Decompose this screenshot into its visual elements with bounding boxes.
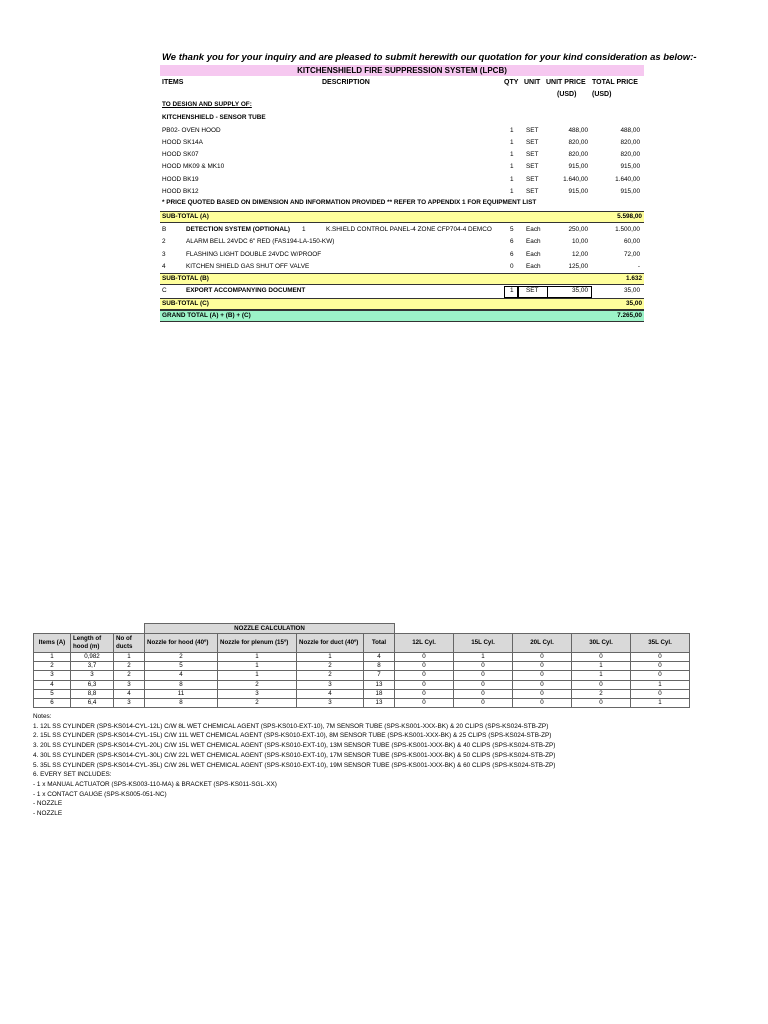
nozzle-cell: 1 <box>572 662 631 671</box>
subtotal-b-row <box>160 273 644 285</box>
nozzle-cell: 1 <box>34 653 71 662</box>
item-a-name: HOOD SK14A <box>162 139 203 146</box>
nozzle-cell: 0 <box>572 680 631 689</box>
note-line: - 1 x CONTACT GAUGE (SPS-KS005-051-NC) <box>33 790 167 798</box>
subtotal-a-row <box>160 211 644 223</box>
nozzle-cell: 1 <box>297 653 364 662</box>
note-line: 1. 12L SS CYLINDER (SPS-KS014-CYL-12L) C/W 8L WET CHEMICAL AGENT (SPS-KS010-EXT-10), 7M SENSOR TUBE (SPS-KS001-XXX-BK) & 20 CLIPS (SPS-KS024-STB-ZP) <box>33 722 549 730</box>
nozzle-header-cell: Nozzle for hood (40º) <box>145 634 218 653</box>
item-a-total: 915,00 <box>620 163 640 170</box>
nozzle-cell: 0 <box>395 698 454 707</box>
item-a-total: 1.640,00 <box>615 176 640 183</box>
item-b-price: 10,00 <box>572 238 588 245</box>
nozzle-cell: 0 <box>513 662 572 671</box>
item-b-desc: K.SHIELD CONTROL PANEL-4 ZONE CFP704-4 DEMCO <box>326 226 492 233</box>
nozzle-cell: 0 <box>395 689 454 698</box>
nozzle-cell: 0,982 <box>71 653 114 662</box>
nozzle-cell: 0 <box>631 671 690 680</box>
item-a-name: HOOD BK12 <box>162 188 199 195</box>
nozzle-cell: 0 <box>513 689 572 698</box>
item-b-price: 125,00 <box>568 263 588 270</box>
note-line: Notes: <box>33 713 52 720</box>
nozzle-cell: 0 <box>513 653 572 662</box>
item-a-name: PB02- OVEN HOOD <box>162 127 221 134</box>
nozzle-cell: 11 <box>145 689 218 698</box>
nozzle-cell: 0 <box>395 680 454 689</box>
nozzle-cell: 3 <box>218 689 297 698</box>
item-a-total: 820,00 <box>620 151 640 158</box>
nozzle-cell: 6,3 <box>71 680 114 689</box>
nozzle-cell: 1 <box>218 653 297 662</box>
item-a-unit: SET <box>526 176 539 183</box>
item-a-price: 1.640,00 <box>563 176 588 183</box>
item-b-total: - <box>637 263 640 270</box>
item-a-qty: 1 <box>510 127 514 134</box>
note-line: 3. 20L SS CYLINDER (SPS-KS014-CYL-20L) C/W 15L WET CHEMICAL AGENT (SPS-KS010-EXT-10), 13M SENSOR TUBE (SPS-KS001-XXX-BK) & 40 CLIPS (SPS-KS024-STB-ZP) <box>33 742 556 750</box>
nozzle-header-cell: Total <box>364 634 395 653</box>
nozzle-cell: 1 <box>631 698 690 707</box>
item-b-price: 12,00 <box>572 251 588 258</box>
item-a-price: 820,00 <box>568 151 588 158</box>
item-a-total: 820,00 <box>620 139 640 146</box>
item-b-unit: Each <box>526 226 541 233</box>
item-a-price: 915,00 <box>568 188 588 195</box>
header-usd-unit: (USD) <box>557 91 577 98</box>
item-b-unit: Each <box>526 263 541 270</box>
nozzle-cell: 0 <box>513 698 572 707</box>
item-a-qty: 1 <box>510 176 514 183</box>
nozzle-cell: 2 <box>297 671 364 680</box>
item-b-name: DETECTION SYSTEM (OPTIONAL) <box>186 226 291 233</box>
nozzle-cell: 2 <box>218 698 297 707</box>
nozzle-cell: 0 <box>395 662 454 671</box>
item-a-unit: SET <box>526 188 539 195</box>
nozzle-cell: 0 <box>631 689 690 698</box>
item-b-qty: 5 <box>510 226 514 233</box>
header-total-price: TOTAL PRICE <box>592 79 638 86</box>
nozzle-cell: 3 <box>297 680 364 689</box>
item-b-no: 3 <box>162 251 166 258</box>
nozzle-cell: 4 <box>34 680 71 689</box>
nozzle-cell: 4 <box>364 653 395 662</box>
nozzle-cell: 6 <box>34 698 71 707</box>
item-a-price: 488,00 <box>568 127 588 134</box>
item-a-price: 820,00 <box>568 139 588 146</box>
nozzle-row <box>34 689 690 698</box>
item-a-qty: 1 <box>510 139 514 146</box>
nozzle-cell: 0 <box>454 680 513 689</box>
grand-total-row <box>160 310 644 322</box>
nozzle-cell: 0 <box>572 698 631 707</box>
nozzle-header-cell: 35L Cyl. <box>631 634 690 653</box>
nozzle-row <box>34 698 690 707</box>
item-c-price: 35,00 <box>572 287 588 294</box>
system-banner: KITCHENSHIELD FIRE SUPPRESSION SYSTEM (LPCB) <box>160 65 644 76</box>
nozzle-cell: 2 <box>145 653 218 662</box>
nozzle-cell: 2 <box>218 680 297 689</box>
nozzle-row <box>34 680 690 689</box>
nozzle-cell: 0 <box>454 689 513 698</box>
header-unit: UNIT <box>524 79 541 86</box>
item-b-qty: 6 <box>510 251 514 258</box>
item-a-name: HOOD BK19 <box>162 176 199 183</box>
nozzle-cell: 4 <box>145 671 218 680</box>
item-a-qty: 1 <box>510 188 514 195</box>
nozzle-cell: 2 <box>114 671 145 680</box>
item-b-qty: 0 <box>510 263 514 270</box>
nozzle-cell: 2 <box>572 689 631 698</box>
grand-total-label: GRAND TOTAL (A) + (B) + (C) <box>162 312 251 319</box>
nozzle-cell: 0 <box>631 662 690 671</box>
item-b-name: FLASHING LIGHT DOUBLE 24VDC W/PROOF <box>186 251 322 258</box>
nozzle-cell: 1 <box>631 680 690 689</box>
item-b-total: 72,00 <box>624 251 640 258</box>
nozzle-header-cell: Items (A) <box>34 634 71 653</box>
subtotal-a-label: SUB-TOTAL (A) <box>162 213 209 220</box>
nozzle-cell: 0 <box>513 680 572 689</box>
nozzle-cell: 0 <box>395 653 454 662</box>
note-line: - NOZZLE <box>33 800 63 808</box>
note-line: 6. EVERY SET INCLUDES: <box>33 771 112 779</box>
nozzle-cell: 8 <box>145 698 218 707</box>
nozzle-row <box>34 653 690 662</box>
nozzle-header-cell: 30L Cyl. <box>572 634 631 653</box>
subtotal-c-value: 35,00 <box>626 300 642 307</box>
header-description: DESCRIPTION <box>322 79 370 86</box>
header-unit-price: UNIT PRICE <box>546 79 586 86</box>
nozzle-cell: 0 <box>631 653 690 662</box>
header-usd-total: (USD) <box>592 91 612 98</box>
subtotal-c-row <box>160 298 644 310</box>
nozzle-cell: 6,4 <box>71 698 114 707</box>
note-line: - 1 x MANUAL ACTUATOR (SPS-KS003-110-MA) & BRACKET (SPS-KS011-SGL-XX) <box>33 780 277 788</box>
intro-text: We thank you for your inquiry and are pleased to submit herewith our quotation for your kind consideration as below:- <box>162 52 697 63</box>
subtotal-b-label: SUB-TOTAL (B) <box>162 275 209 282</box>
header-qty: QTY <box>504 79 519 86</box>
note-line: - NOZZLE <box>33 810 63 818</box>
item-a-total: 488,00 <box>620 127 640 134</box>
nozzle-header-cell: 12L Cyl. <box>395 634 454 653</box>
nozzle-cell: 2 <box>114 662 145 671</box>
item-a-unit: SET <box>526 151 539 158</box>
subtotal-a-value: 5.598,00 <box>617 213 642 220</box>
nozzle-header-cell: 15L Cyl. <box>454 634 513 653</box>
section-subtitle: KITCHENSHIELD - SENSOR TUBE <box>162 114 266 121</box>
subtotal-b-value: 1.632 <box>626 275 642 282</box>
nozzle-cell: 8 <box>145 680 218 689</box>
note-line: 4. 30L SS CYLINDER (SPS-KS014-CYL-30L) C/W 22L WET CHEMICAL AGENT (SPS-KS010-EXT-10), 17M SENSOR TUBE (SPS-KS001-XXX-BK) & 50 CLIPS (SPS-KS024-STB-ZP) <box>33 751 556 759</box>
nozzle-table <box>33 623 690 708</box>
item-b-name: KITCHEN SHIELD GAS SHUT OFF VALVE <box>186 263 310 270</box>
nozzle-cell: 1 <box>218 662 297 671</box>
item-b-name: ALARM BELL 24VDC 6" RED (FAS194-LA-150-KW) <box>186 238 335 245</box>
nozzle-header-cell: Length of hood (m) <box>71 634 114 653</box>
item-a-price: 915,00 <box>568 163 588 170</box>
item-b-no: 2 <box>162 238 166 245</box>
nozzle-cell: 3 <box>114 680 145 689</box>
nozzle-cell: 7 <box>364 671 395 680</box>
nozzle-cell: 3 <box>297 698 364 707</box>
item-b-unit: Each <box>526 238 541 245</box>
nozzle-cell: 1 <box>218 671 297 680</box>
item-b-extra: 1 <box>302 226 306 233</box>
nozzle-cell: 0 <box>513 671 572 680</box>
nozzle-cell: 1 <box>114 653 145 662</box>
item-b-total: 60,00 <box>624 238 640 245</box>
nozzle-header-cell: Nozzle for duct (40º) <box>297 634 364 653</box>
nozzle-cell: 0 <box>572 653 631 662</box>
nozzle-cell: 13 <box>364 680 395 689</box>
section-title: TO DESIGN AND SUPPLY OF: <box>162 101 252 108</box>
nozzle-cell: 4 <box>297 689 364 698</box>
grand-total-value: 7.265,00 <box>617 312 642 319</box>
nozzle-cell: 1 <box>572 671 631 680</box>
item-a-unit: SET <box>526 139 539 146</box>
item-b-price: 250,00 <box>568 226 588 233</box>
nozzle-cell: 0 <box>454 698 513 707</box>
item-c-total: 35,00 <box>624 287 640 294</box>
nozzle-cell: 1 <box>454 653 513 662</box>
subtotal-c-label: SUB-TOTAL (C) <box>162 300 209 307</box>
item-c-no: C <box>162 287 167 294</box>
item-a-name: HOOD SK07 <box>162 151 199 158</box>
header-items: ITEMS <box>162 79 184 86</box>
nozzle-header-cell: Nozzle for plenum (15º) <box>218 634 297 653</box>
nozzle-cell: 8,8 <box>71 689 114 698</box>
item-c-unit: SET <box>526 287 539 294</box>
nozzle-cell: 4 <box>114 689 145 698</box>
item-a-qty: 1 <box>510 151 514 158</box>
nozzle-cell: 3 <box>114 698 145 707</box>
item-a-unit: SET <box>526 163 539 170</box>
notes-block <box>33 712 555 819</box>
item-a-total: 915,00 <box>620 188 640 195</box>
nozzle-header-cell: No of ducts <box>114 634 145 653</box>
note-line: 5. 35L SS CYLINDER (SPS-KS014-CYL-35L) C/W 26L WET CHEMICAL AGENT (SPS-KS010-EXT-10), 19M SENSOR TUBE (SPS-KS001-XXX-BK) & 60 CLIPS (SPS-KS024-STB-ZP) <box>33 761 556 769</box>
nozzle-cell: 3,7 <box>71 662 114 671</box>
nozzle-cell: 5 <box>34 689 71 698</box>
nozzle-cell: 0 <box>454 671 513 680</box>
item-c-qty: 1 <box>510 287 514 294</box>
item-a-qty: 1 <box>510 163 514 170</box>
item-a-name: HOOD MK09 & MK10 <box>162 163 225 170</box>
item-b-no: 4 <box>162 263 166 270</box>
nozzle-cell: 2 <box>34 662 71 671</box>
nozzle-cell: 0 <box>454 662 513 671</box>
nozzle-header-cell: 20L Cyl. <box>513 634 572 653</box>
item-b-total: 1.500,00 <box>615 226 640 233</box>
item-b-no: B <box>162 226 167 233</box>
item-a-unit: SET <box>526 127 539 134</box>
price-note: * PRICE QUOTED BASED ON DIMENSION AND INFORMATION PROVIDED ** REFER TO APPENDIX 1 FOR EQUIPMENT LIST <box>162 199 537 206</box>
item-b-qty: 6 <box>510 238 514 245</box>
nozzle-cell: 5 <box>145 662 218 671</box>
note-line: 2. 15L SS CYLINDER (SPS-KS014-CYL-15L) C/W 11L WET CHEMICAL AGENT (SPS-KS010-EXT-10), 8M SENSOR TUBE (SPS-KS001-XXX-BK) & 25 CLIPS (SPS-KS024-STB-ZP) <box>33 732 552 740</box>
nozzle-cell: 8 <box>364 662 395 671</box>
item-b-unit: Each <box>526 251 541 258</box>
nozzle-row <box>34 671 690 680</box>
nozzle-cell: 13 <box>364 698 395 707</box>
nozzle-cell: 0 <box>395 671 454 680</box>
item-c-name: EXPORT ACCOMPANYING DOCUMENT <box>186 287 306 294</box>
nozzle-row <box>34 662 690 671</box>
nozzle-cell: 3 <box>71 671 114 680</box>
nozzle-cell: 18 <box>364 689 395 698</box>
nozzle-cell: 2 <box>297 662 364 671</box>
nozzle-title: NOZZLE CALCULATION <box>145 624 395 634</box>
nozzle-cell: 3 <box>34 671 71 680</box>
